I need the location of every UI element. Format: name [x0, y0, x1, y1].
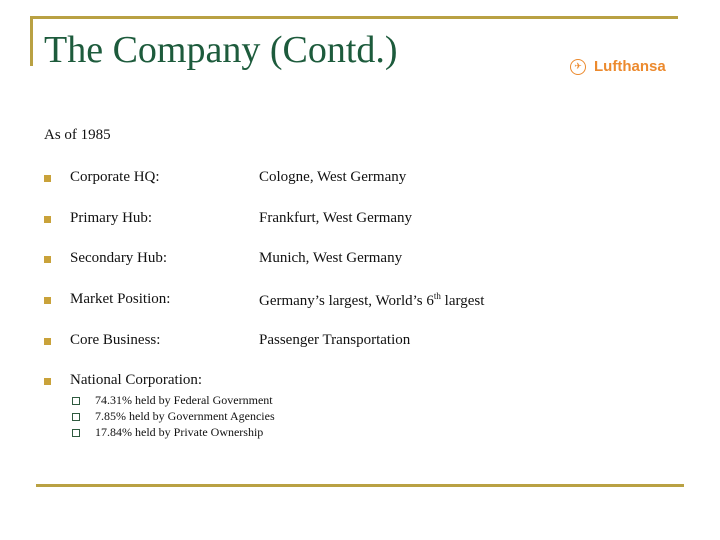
bullet-icon: [44, 256, 51, 263]
item-label: Corporate HQ:: [70, 169, 160, 185]
item-value: Cologne, West Germany: [259, 169, 407, 185]
bullet-icon: [44, 297, 51, 304]
bottom-rule: [36, 484, 684, 487]
sub-item-text: 7.85% held by Government Agencies: [95, 409, 275, 423]
slide-title: The Company (Contd.): [44, 29, 398, 71]
item-label: Market Position:: [70, 291, 171, 307]
item-value: Munich, West Germany: [259, 250, 403, 266]
top-rule: [30, 16, 678, 19]
ordinal-suffix: th: [433, 291, 441, 301]
hollow-bullet-icon: [72, 429, 80, 437]
crane-icon: ✈: [570, 59, 586, 75]
item-value: Frankfurt, West Germany: [259, 210, 413, 226]
item-label: Core Business:: [70, 332, 161, 348]
as-of-date: As of 1985: [44, 127, 111, 143]
value-part: largest: [440, 293, 485, 309]
bullet-icon: [44, 216, 51, 223]
left-rule: [30, 16, 33, 66]
item-value: Passenger Transportation: [259, 332, 411, 348]
bullet-icon: [44, 338, 51, 345]
logo-text: Lufthansa: [594, 58, 666, 75]
hollow-bullet-icon: [72, 397, 80, 405]
item-label: Primary Hub:: [70, 210, 153, 226]
bullet-icon: [44, 175, 51, 182]
value-part: Germany’s largest, World’s 6: [259, 293, 434, 309]
hollow-bullet-icon: [72, 413, 80, 421]
sub-item-text: 74.31% held by Federal Government: [95, 393, 273, 407]
sub-item-text: 17.84% held by Private Ownership: [95, 425, 264, 439]
bullet-icon: [44, 378, 51, 385]
item-label: National Corporation:: [70, 372, 203, 388]
item-label: Secondary Hub:: [70, 250, 168, 266]
lufthansa-logo: [570, 58, 666, 75]
item-value: [259, 291, 484, 310]
